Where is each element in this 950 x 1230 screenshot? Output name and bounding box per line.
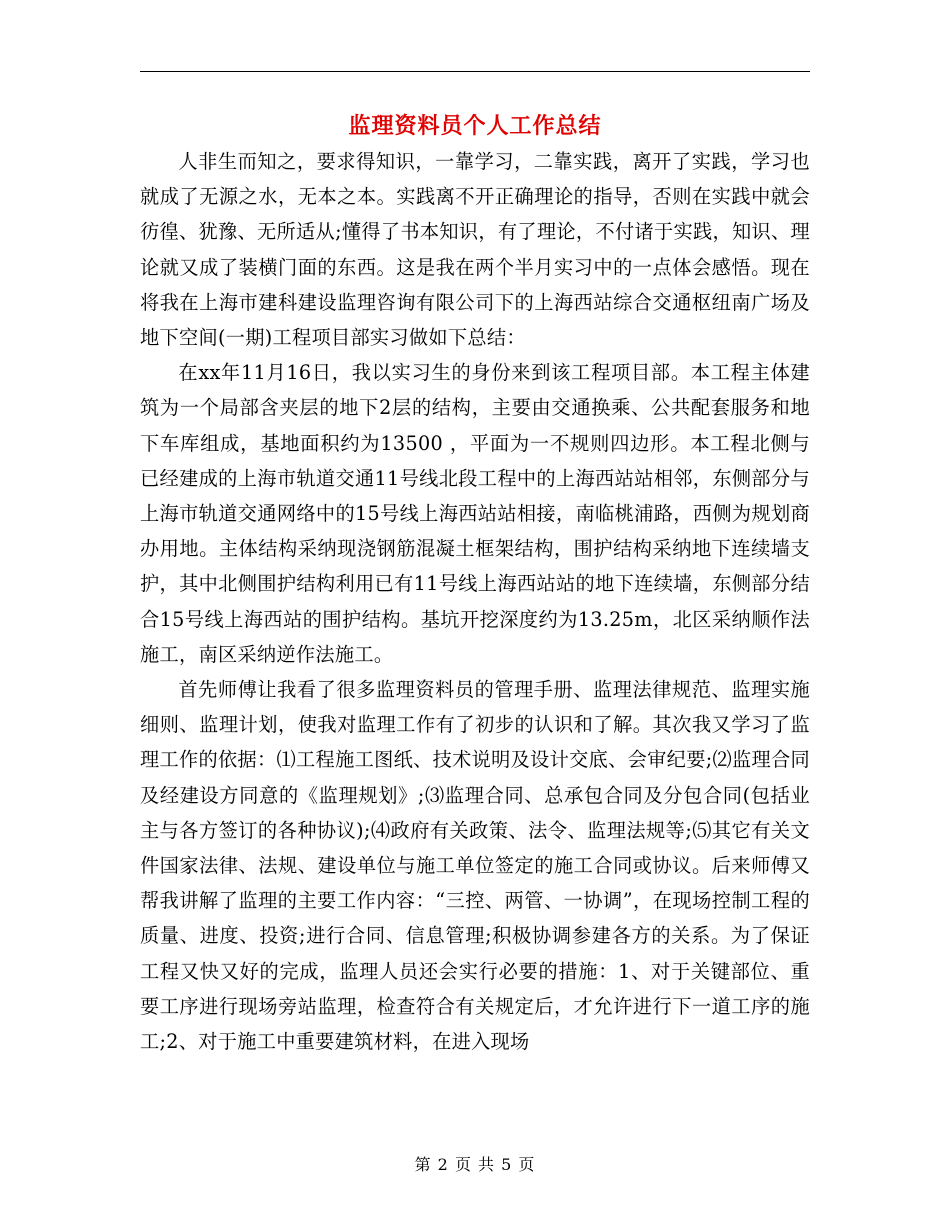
header-rule xyxy=(140,71,810,72)
paragraph-3: 首先师傅让我看了很多监理资料员的管理手册、监理法律规范、监理实施细则、监理计划，使我对监理工作有了初步的认识和了解。其次我又学习了监理工作的依据：⑴工程施工图纸、技术说明及设计交底、会审纪要;⑵监理合同及经建设方同意的《监理规划》;⑶监理合同、总承包合同及分包合同(包括业主与各方签订的各种协议);⑷政府有关政策、法令、监理法规等;⑸其它有关文件国家法律、法规、建设单位与施工单位签定的施工合同或协议。后来师傅又帮我讲解了监理的主要工作内容：“三控、两管、一协调”，在现场控制工程的质量、进度、投资;进行合同、信息管理;积极协调参建各方的关系。为了保证工程又快又好的完成，监理人员还会实行必要的措施：1、对于关键部位、重要工序进行现场旁站监理，检查符合有关规定后，才允许进行下一道工序的施工;2、对于施工中重要建筑材料，在进入现场 xyxy=(140,678,810,1054)
paragraph-1: 人非生而知之，要求得知识，一靠学习，二靠实践，离开了实践，学习也就成了无源之水，无本之本。实践离不开正确理论的指导，否则在实践中就会彷徨、犹豫、无所适从;懂得了书本知识，有了理论，不付诸于实践，知识、理论就又成了装横门面的东西。这是我在两个半月实习中的一点体会感悟。现在将我在上海市建科建设监理咨询有限公司下的上海西站综合交通枢纽南广场及地下空间(一期)工程项目部实习做如下总结： xyxy=(140,150,810,350)
document-body xyxy=(140,144,810,1059)
paragraph-2: 在xx年11月16日，我以实习生的身份来到该工程项目部。本工程主体建筑为一个局部含夹层的地下2层的结构，主要由交通换乘、公共配套服务和地下车库组成，基地面积约为13500 ，平面为一不规则四边形。本工程北侧与已经建成的上海市轨道交通11号线北段工程中的上海西站站相邻，东侧部分与上海市轨道交通网络中的15号线上海西站站相接，南临桃浦路，西侧为规划商办用地。主体结构采纳现浇钢筋混凝土框架结构，围护结构采纳地下连续墙支护，其中北侧围护结构利用已有11号线上海西站站的地下连续墙，东侧部分结合15号线上海西站的围护结构。基坑开挖深度约为13.25m，北区采纳顺作法施工，南区采纳逆作法施工。 xyxy=(140,361,810,666)
document-title: 监理资料员个人工作总结 xyxy=(348,113,602,139)
page-number-footer: 第 2 页 共 5 页 xyxy=(414,1155,536,1174)
